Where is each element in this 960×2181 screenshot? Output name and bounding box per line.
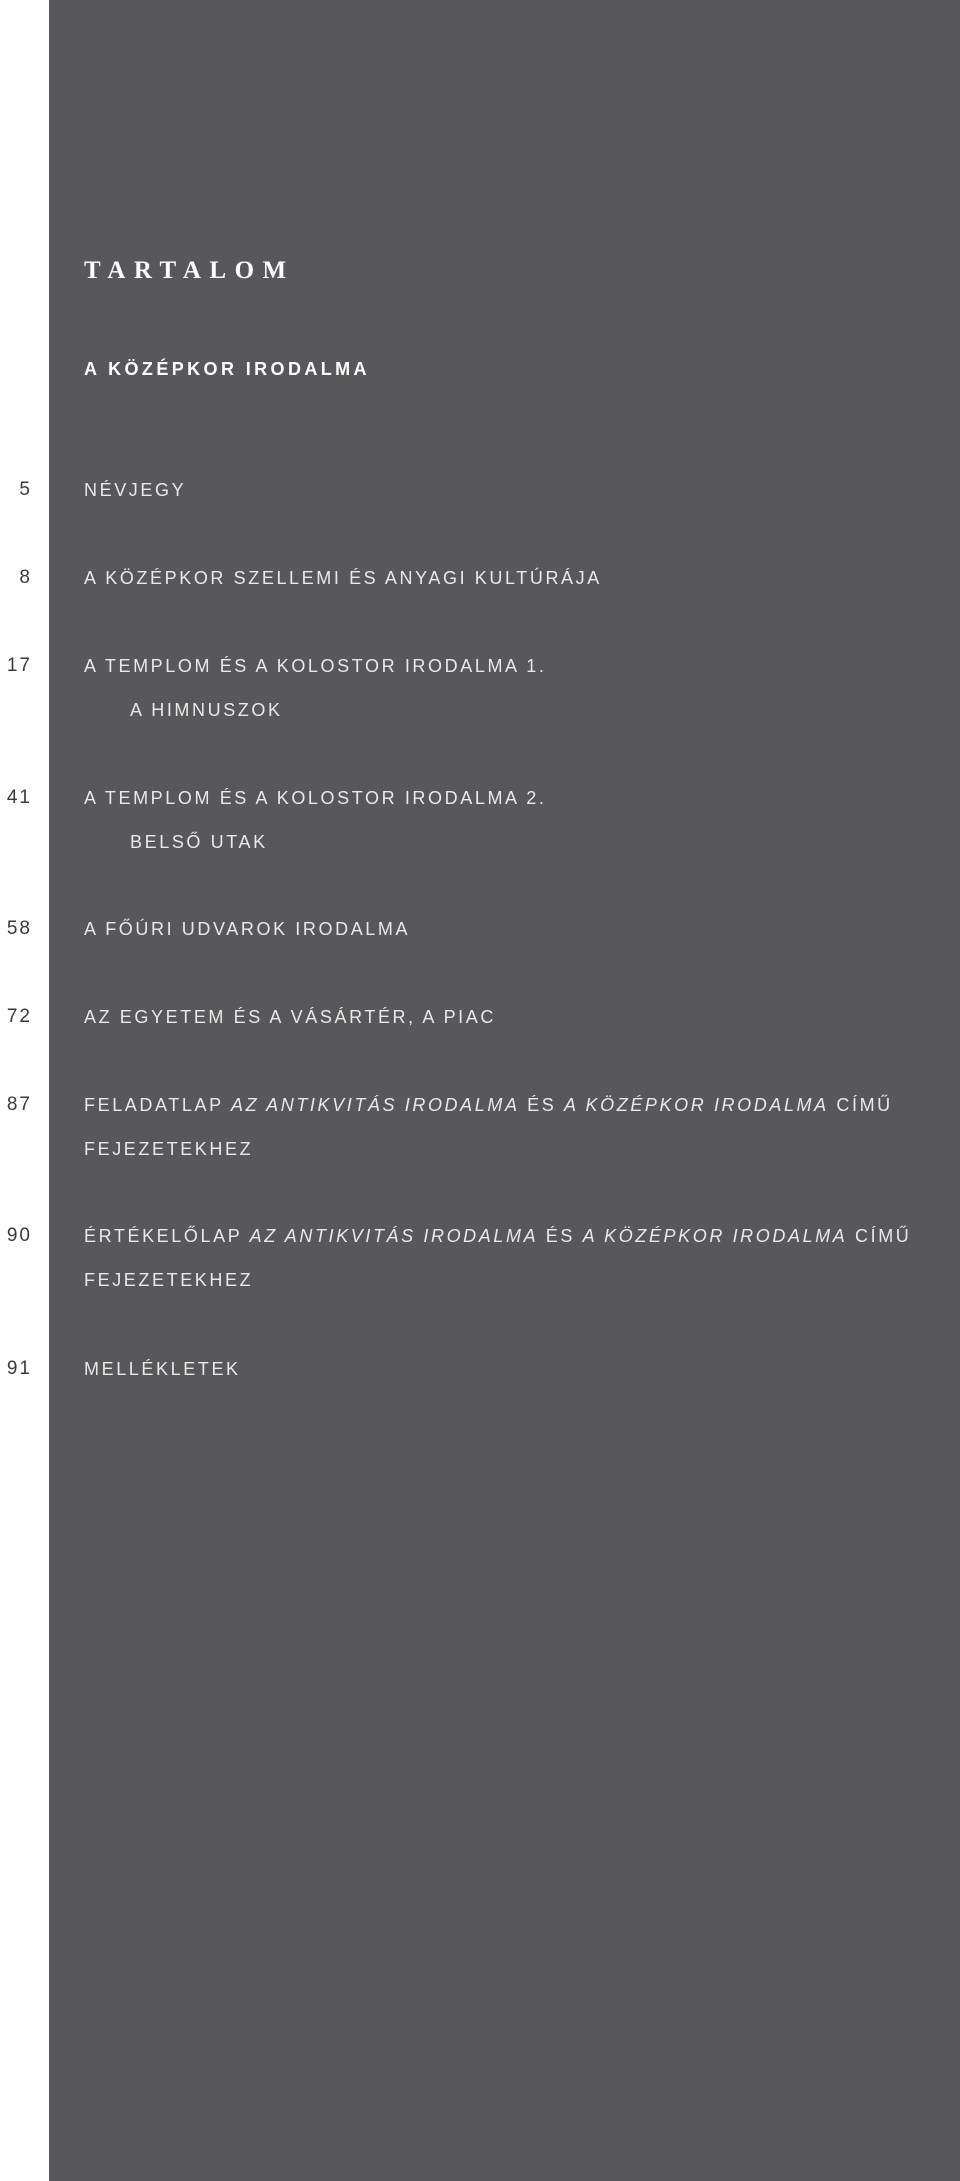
- toc-entry-title: [84, 477, 960, 503]
- toc-entry-conjunction: ÉS: [519, 1095, 564, 1115]
- toc-page-number: 72: [6, 1006, 32, 1027]
- toc-entry-line: AZ EGYETEM ÉS A VÁSÁRTÉR, A PIAC: [84, 1007, 496, 1027]
- book-title: A KÖZÉPKOR IRODALMA: [563, 1095, 829, 1115]
- toc-entry-line: MELLÉKLETEK: [84, 1359, 241, 1379]
- toc-entry-subtitle: BELSŐ UTAK: [130, 832, 268, 852]
- toc-entry-conjunction: ÉS: [538, 1226, 583, 1246]
- toc-entry-line: A TEMPLOM ÉS A KOLOSTOR IRODALMA 1.: [84, 656, 547, 676]
- toc-entry-suffix: CÍMŰ: [828, 1095, 893, 1115]
- book-title: A KÖZÉPKOR IRODALMA: [582, 1226, 848, 1246]
- toc-entry-suffix: CÍMŰ: [847, 1226, 912, 1246]
- toc-entry-title: [84, 653, 960, 723]
- toc-page-number: 5: [19, 479, 32, 500]
- toc-title: TARTALOM: [84, 257, 295, 284]
- toc-page-number: 17: [6, 655, 32, 676]
- toc-page-number: 91: [6, 1358, 32, 1379]
- toc-entry-line: A TEMPLOM ÉS A KOLOSTOR IRODALMA 2.: [84, 788, 547, 808]
- toc-entry-title: [84, 1004, 960, 1030]
- book-title: AZ ANTIKVITÁS IRODALMA: [249, 1226, 539, 1246]
- toc-entry-prefix: FELADATLAP: [84, 1095, 231, 1115]
- toc-page-number: 58: [6, 918, 32, 939]
- toc-entry-title: [84, 1092, 960, 1162]
- toc-page-number: 87: [6, 1094, 32, 1115]
- toc-entry-line: A KÖZÉPKOR SZELLEMI ÉS ANYAGI KULTÚRÁJA: [84, 568, 602, 588]
- toc-entry-line: NÉVJEGY: [84, 480, 187, 500]
- toc-entry-line: FEJEZETEKHEZ: [84, 1139, 254, 1159]
- book-title: AZ ANTIKVITÁS IRODALMA: [230, 1095, 520, 1115]
- toc-entry-title: [84, 785, 960, 855]
- toc-entry-title: [84, 916, 960, 942]
- page-panel: [49, 0, 960, 2181]
- toc-page-number: 90: [6, 1225, 32, 1246]
- toc-entry-line: [84, 1092, 960, 1118]
- toc-entry-subtitle: A HIMNUSZOK: [130, 700, 283, 720]
- toc-entry-title: [84, 1223, 960, 1293]
- toc-entry-line: [84, 1223, 960, 1249]
- toc-entry-line: A FŐÚRI UDVAROK IRODALMA: [84, 919, 411, 939]
- toc-entry-line: FEJEZETEKHEZ: [84, 1270, 254, 1290]
- toc-entry-prefix: ÉRTÉKELŐLAP: [84, 1226, 250, 1246]
- toc-page-number: 41: [6, 787, 32, 808]
- toc-entry-title: [84, 565, 960, 591]
- section-title: A KÖZÉPKOR IRODALMA: [84, 359, 370, 379]
- toc-page-number: 8: [19, 567, 32, 588]
- toc-entry-title: [84, 1356, 960, 1382]
